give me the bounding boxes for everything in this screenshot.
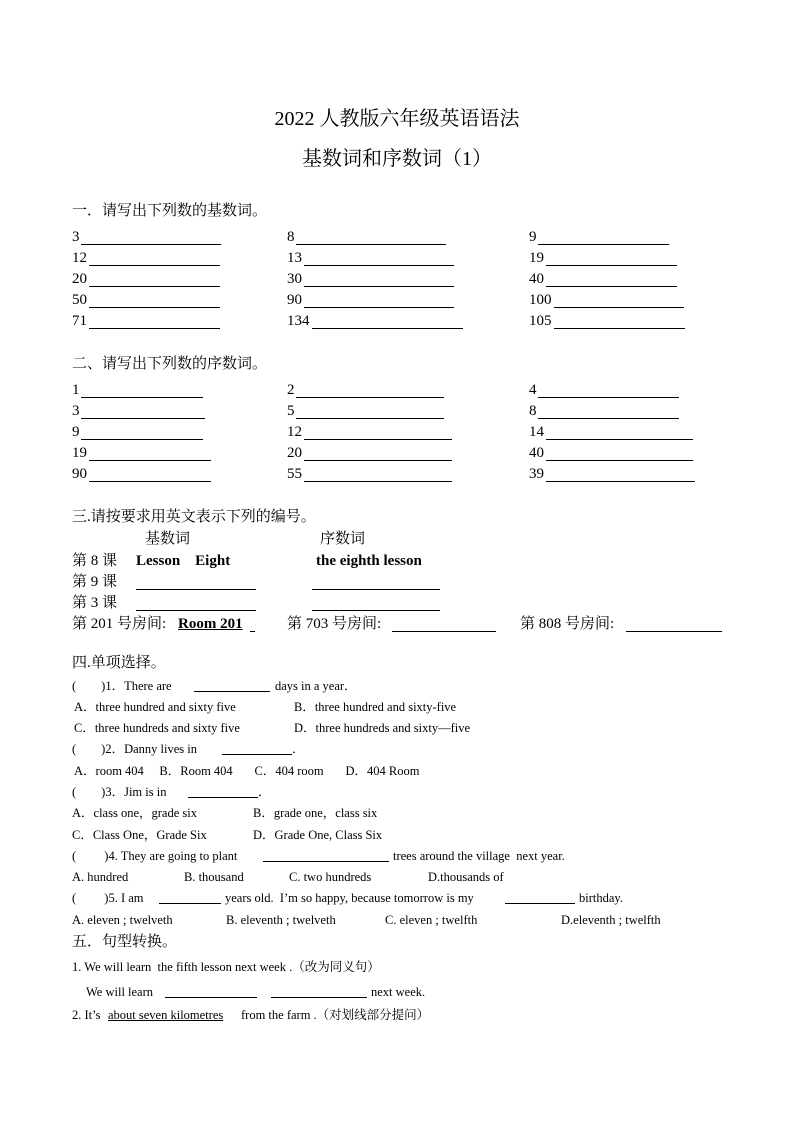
s1-answer-blank[interactable] <box>89 274 220 287</box>
lesson8-ordinal: the eighth lesson <box>316 553 422 569</box>
ordinal-column-label: 序数词 <box>320 531 366 547</box>
section2-heading: 二、请写出下列数的序数词。 <box>72 356 268 372</box>
s1-answer-blank[interactable] <box>304 253 454 266</box>
q4-blank[interactable] <box>263 850 389 862</box>
q4-stem: ( )4. They are going to plant <box>72 849 238 863</box>
s2-number-label: 8 <box>529 403 537 419</box>
q4-option-d[interactable]: D.thousands of <box>428 870 504 884</box>
q2-options[interactable]: A．room 404 B．Room 404 C．404 room D．404 Room <box>74 764 420 778</box>
s5-item1-blank-2[interactable] <box>271 986 367 998</box>
room808-label: 第 808 号房间: <box>520 616 615 632</box>
q1-tail: days in a year． <box>275 679 357 693</box>
room703-blank[interactable] <box>392 619 496 632</box>
s1-answer-blank[interactable] <box>304 295 454 308</box>
s1-answer-blank[interactable] <box>89 253 220 266</box>
s1-number-label: 40 <box>529 271 544 287</box>
s1-number-label: 13 <box>287 250 302 266</box>
s1-answer-blank[interactable] <box>296 232 446 245</box>
s5-item1-answer-tail: next week. <box>371 985 426 999</box>
s1-answer-blank[interactable] <box>312 316 463 329</box>
q4-tail: trees around the village next year. <box>393 849 565 863</box>
lesson9-cardinal-blank[interactable] <box>136 577 256 590</box>
s2-answer-blank[interactable] <box>81 385 203 398</box>
s1-number-label: 3 <box>72 229 80 245</box>
s2-number-label: 5 <box>287 403 295 419</box>
s2-answer-blank[interactable] <box>304 427 452 440</box>
s2-number-label: 39 <box>529 466 544 482</box>
s2-answer-blank[interactable] <box>304 469 452 482</box>
s2-number-label: 40 <box>529 445 544 461</box>
s2-answer-blank[interactable] <box>89 469 211 482</box>
s1-answer-blank[interactable] <box>538 232 669 245</box>
s2-number-label: 9 <box>72 424 80 440</box>
q2-blank[interactable] <box>222 743 292 755</box>
s1-number-label: 71 <box>72 313 87 329</box>
section3-heading: 三.请按要求用英文表示下列的编号。 <box>72 509 316 525</box>
q5-option-a[interactable]: A. eleven ; twelveth <box>72 913 173 927</box>
section5-heading: 五．句型转换。 <box>72 934 178 950</box>
room808-blank[interactable] <box>626 619 722 632</box>
page-subtitle: 基数词和序数词（1） <box>302 148 492 170</box>
s2-number-label: 12 <box>287 424 302 440</box>
lesson3-ordinal-blank[interactable] <box>312 598 440 611</box>
s2-answer-blank[interactable] <box>81 427 203 440</box>
s2-answer-blank[interactable] <box>538 385 679 398</box>
s2-number-label: 19 <box>72 445 87 461</box>
q1-stem: ( )1．There are <box>72 679 172 693</box>
s2-number-label: 55 <box>287 466 302 482</box>
s2-answer-blank[interactable] <box>304 448 452 461</box>
lesson9-label: 第 9 课 <box>72 574 118 590</box>
s1-number-label: 100 <box>529 292 552 308</box>
s1-number-label: 134 <box>287 313 310 329</box>
s1-number-label: 9 <box>529 229 537 245</box>
s5-item2-tail: from the farm .（对划线部分提问） <box>241 1008 430 1022</box>
s2-number-label: 90 <box>72 466 87 482</box>
q4-option-c[interactable]: C. two hundreds <box>289 870 372 884</box>
s5-item1-blank-1[interactable] <box>165 986 257 998</box>
section1-heading: 一．请写出下列数的基数词。 <box>72 203 268 219</box>
s1-answer-blank[interactable] <box>81 232 221 245</box>
s5-item2-underlined: about seven kilometres <box>108 1008 224 1022</box>
s2-answer-blank[interactable] <box>81 406 205 419</box>
s5-item2-prefix: 2. It’s <box>72 1008 101 1022</box>
lesson3-label: 第 3 课 <box>72 595 118 611</box>
section4-heading: 四.单项选择。 <box>72 655 166 671</box>
q3-tail: ． <box>258 785 271 799</box>
s2-number-label: 1 <box>72 382 80 398</box>
s1-number-label: 90 <box>287 292 302 308</box>
q5-stem: ( )5. I am <box>72 891 144 905</box>
s2-answer-blank[interactable] <box>546 469 695 482</box>
q3-blank[interactable] <box>188 786 258 798</box>
q3-option-b[interactable]: B．grade one，class six <box>253 806 378 820</box>
q2-stem: ( )2．Danny lives in <box>72 742 197 756</box>
lesson9-ordinal-blank[interactable] <box>312 577 440 590</box>
s2-number-label: 14 <box>529 424 544 440</box>
s2-number-label: 3 <box>72 403 80 419</box>
s1-number-label: 8 <box>287 229 295 245</box>
s2-number-label: 20 <box>287 445 302 461</box>
s1-answer-blank[interactable] <box>546 274 677 287</box>
s2-answer-blank[interactable] <box>546 427 693 440</box>
s2-answer-blank[interactable] <box>89 448 211 461</box>
s1-answer-blank[interactable] <box>89 316 220 329</box>
s1-number-label: 30 <box>287 271 302 287</box>
q5-option-c[interactable]: C. eleven ; twelfth <box>385 913 478 927</box>
s1-answer-blank[interactable] <box>546 253 677 266</box>
q1-option-a[interactable]: A．three hundred and sixty five <box>74 700 236 714</box>
s1-answer-blank[interactable] <box>554 316 685 329</box>
q2-tail: ． <box>292 742 305 756</box>
s5-item1-answer-prefix: We will learn <box>86 985 154 999</box>
s1-number-label: 20 <box>72 271 87 287</box>
s1-number-label: 19 <box>529 250 544 266</box>
lesson8-cardinal: Lesson Eight <box>136 553 231 569</box>
q1-option-b[interactable]: B．three hundred and sixty-five <box>294 700 457 714</box>
s2-answer-blank[interactable] <box>538 406 679 419</box>
s1-number-label: 12 <box>72 250 87 266</box>
s1-answer-blank[interactable] <box>554 295 684 308</box>
q1-blank[interactable] <box>194 680 270 692</box>
page-title: 2022 人教版六年级英语语法 <box>274 108 520 130</box>
q3-option-a[interactable]: A．class one，grade six <box>72 806 197 820</box>
cardinal-column-label: 基数词 <box>145 531 191 547</box>
s1-number-label: 50 <box>72 292 87 308</box>
q5-blank-1[interactable] <box>159 892 221 904</box>
q5-middle: years old. I’m so happy, because tomorrow is my <box>225 891 474 905</box>
room201-underline-tail <box>250 619 255 632</box>
q5-tail: birthday. <box>579 891 623 905</box>
room201-answer: Room 201 <box>178 616 243 632</box>
q3-stem: ( )3．Jim is in <box>72 785 167 799</box>
q5-option-b[interactable]: B. eleventh ; twelveth <box>226 913 336 927</box>
s1-answer-blank[interactable] <box>89 295 220 308</box>
q1-option-d[interactable]: D．three hundreds and sixty—five <box>294 721 471 735</box>
q4-option-b[interactable]: B. thousand <box>184 870 244 884</box>
s2-number-label: 4 <box>529 382 537 398</box>
room201-label: 第 201 号房间: <box>72 616 167 632</box>
lesson8-label: 第 8 课 <box>72 553 118 569</box>
q5-option-d[interactable]: D.eleventh ; twelfth <box>561 913 661 927</box>
s1-answer-blank[interactable] <box>304 274 454 287</box>
s2-number-label: 2 <box>287 382 295 398</box>
q3-option-c[interactable]: C．Class One，Grade Six <box>72 828 207 842</box>
q5-blank-2[interactable] <box>505 892 575 904</box>
q1-option-c[interactable]: C．three hundreds and sixty five <box>74 721 240 735</box>
lesson3-cardinal-blank[interactable] <box>136 598 256 611</box>
room703-label: 第 703 号房间: <box>287 616 382 632</box>
s5-item1: 1. We will learn the fifth lesson next week .（改为同义句） <box>72 960 380 974</box>
s2-answer-blank[interactable] <box>296 385 444 398</box>
q4-option-a[interactable]: A. hundred <box>72 870 129 884</box>
s2-answer-blank[interactable] <box>296 406 444 419</box>
s2-answer-blank[interactable] <box>546 448 693 461</box>
s1-number-label: 105 <box>529 313 552 329</box>
q3-option-d[interactable]: D．Grade One, Class Six <box>253 828 383 842</box>
